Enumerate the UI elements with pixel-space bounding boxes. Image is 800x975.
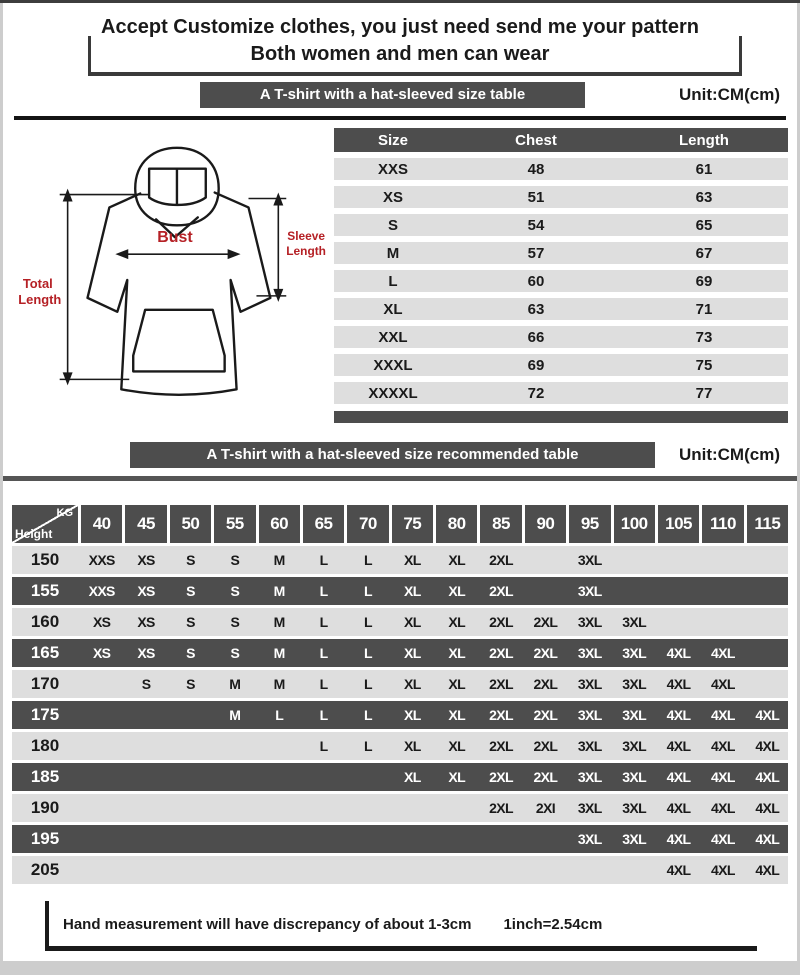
reco-cell: [658, 546, 699, 574]
banner-line-1: Accept Customize clothes, you just need send me your pattern: [101, 16, 699, 38]
reco-cell: [480, 825, 521, 853]
reco-cell: M: [273, 614, 285, 630]
reco-cell: [747, 608, 788, 636]
reco-cell: 4XL: [710, 831, 735, 847]
reco-cell: XL: [448, 738, 466, 754]
corner-height-label: Height: [15, 527, 53, 541]
reco-cell: XL: [403, 614, 421, 630]
size-table-header-cell: Length: [678, 131, 729, 149]
size-table-row: [334, 354, 788, 376]
reco-cell: [125, 701, 166, 729]
reco-cell: 3XL: [577, 645, 602, 661]
reco-cell: 2XL: [489, 800, 513, 816]
size-table-row: [334, 158, 788, 180]
reco-cell: 4XL: [755, 769, 780, 785]
reco-cell: [658, 577, 699, 605]
reco-cell: XL: [448, 676, 466, 692]
reco-cell: L: [319, 552, 328, 568]
reco-cell: XL: [448, 614, 466, 630]
reco-cell: S: [186, 583, 195, 599]
garment-diagram: [10, 128, 328, 428]
reco-cell: XL: [448, 552, 466, 568]
reco-cell: [259, 732, 300, 760]
size-table-cell: XXL: [378, 328, 408, 346]
pocket-outline: [133, 310, 224, 372]
size-table-cell: 48: [527, 160, 545, 178]
weight-header-cell: 100: [614, 505, 655, 543]
size-table-cell: XL: [383, 300, 403, 318]
size-table-cell: 65: [695, 216, 713, 234]
reco-cell: 2XL: [489, 614, 513, 630]
reco-cell: [259, 763, 300, 791]
reco-cell: [214, 794, 255, 822]
reco-cell: [170, 794, 211, 822]
reco-cell: 2XL: [489, 676, 513, 692]
reco-cell: XL: [448, 769, 466, 785]
reco-cell: [702, 608, 743, 636]
reco-cell: 4XL: [710, 707, 735, 723]
size-table-cell: XS: [383, 188, 404, 206]
reco-cell: 4XL: [755, 862, 780, 878]
page-edge-bottom: [0, 961, 800, 975]
size-table-cell: 63: [527, 300, 545, 318]
reco-row: [12, 577, 788, 605]
reco-cell: 2XL: [489, 707, 513, 723]
reco-cell: [81, 732, 122, 760]
reco-cell: XL: [403, 583, 421, 599]
size-table-cell: 60: [527, 272, 545, 290]
reco-cell: 3XL: [577, 707, 602, 723]
reco-row: [12, 546, 788, 574]
weight-header-cell: 45: [125, 505, 166, 543]
reco-cell: 4XL: [710, 769, 735, 785]
reco-cell: 4XL: [710, 676, 735, 692]
height-cell: 155: [30, 581, 60, 600]
reco-cell: XL: [403, 769, 421, 785]
weight-header-cell: 55: [214, 505, 255, 543]
size-table-cell: 67: [695, 244, 713, 262]
section1-unit: Unit:CM(cm): [678, 85, 780, 104]
section1-title: A T-shirt with a hat-sleeved size table: [200, 82, 585, 108]
reco-cell: [303, 763, 344, 791]
reco-cell: [125, 732, 166, 760]
reco-cell: XL: [403, 676, 421, 692]
size-table-row: [334, 298, 788, 320]
reco-cell: 3XL: [577, 583, 602, 599]
reco-cell: S: [186, 614, 195, 630]
reco-cell: [480, 856, 521, 884]
reco-cell: L: [363, 552, 372, 568]
reco-cell: XXS: [88, 552, 115, 568]
reco-cell: 3XL: [622, 831, 647, 847]
divider-rule-1: [14, 116, 786, 120]
reco-row: [12, 794, 788, 822]
page-edge-left: [0, 3, 3, 975]
size-table-cell: 77: [695, 384, 713, 402]
reco-cell: XS: [137, 583, 155, 599]
reco-cell: M: [273, 676, 285, 692]
reco-cell: 4XL: [666, 831, 691, 847]
reco-cell: 4XL: [666, 769, 691, 785]
weight-header-cell: 115: [747, 505, 788, 543]
reco-cell: [614, 577, 655, 605]
reco-cell: L: [363, 707, 372, 723]
reco-cell: [81, 794, 122, 822]
size-table-cell: 61: [695, 160, 713, 178]
bust-label: Bust: [157, 229, 193, 247]
reco-cell: 3XL: [622, 707, 647, 723]
reco-cell: [658, 608, 699, 636]
reco-cell: 4XL: [666, 738, 691, 754]
reco-cell: L: [319, 676, 328, 692]
weight-header-cell: 80: [436, 505, 477, 543]
reco-cell: [747, 546, 788, 574]
size-table-cell: 71: [695, 300, 713, 318]
weight-header-cell: 50: [170, 505, 211, 543]
reco-cell: 4XL: [755, 800, 780, 816]
reco-cell: L: [319, 614, 328, 630]
size-table-cell: 63: [695, 188, 713, 206]
reco-cell: XS: [92, 645, 111, 661]
reco-cell: 3XL: [577, 800, 602, 816]
reco-cell: [702, 577, 743, 605]
reco-cell: 4XL: [666, 645, 691, 661]
reco-cell: [214, 856, 255, 884]
reco-cell: 4XL: [666, 676, 691, 692]
reco-row: [12, 701, 788, 729]
size-table-cell: 54: [527, 216, 545, 234]
weight-header-cell: 105: [658, 505, 699, 543]
size-table-header-cell: Chest: [515, 131, 557, 149]
height-cell: 185: [30, 767, 60, 786]
footer-note-box: [45, 901, 757, 951]
reco-cell: [125, 825, 166, 853]
banner-bracket: [88, 36, 742, 76]
reco-cell: [525, 546, 566, 574]
reco-cell: [125, 794, 166, 822]
reco-cell: [81, 670, 122, 698]
reco-cell: S: [141, 676, 151, 692]
reco-cell: 4XL: [710, 738, 735, 754]
reco-row: [12, 825, 788, 853]
height-cell: 170: [30, 674, 60, 693]
reco-cell: [170, 763, 211, 791]
size-table-cell: 51: [527, 188, 545, 206]
reco-cell: XS: [92, 614, 111, 630]
height-cell: 150: [30, 550, 60, 569]
reco-cell: L: [363, 583, 372, 599]
reco-cell: [392, 825, 433, 853]
reco-cell: 2XL: [489, 552, 513, 568]
height-cell: 180: [30, 736, 60, 755]
reco-row: [12, 608, 788, 636]
size-table-cell: XXXL: [373, 356, 413, 374]
reco-cell: [303, 794, 344, 822]
reco-cell: [303, 856, 344, 884]
reco-cell: S: [186, 645, 195, 661]
reco-cell: XL: [403, 707, 421, 723]
size-table-cell: 75: [695, 356, 713, 374]
reco-cell: 2XL: [489, 769, 513, 785]
reco-cell: 2XI: [535, 800, 556, 816]
reco-cell: 4XL: [755, 707, 780, 723]
hoodie-sketch: [10, 128, 328, 428]
reco-cell: [347, 825, 388, 853]
reco-cell: [214, 825, 255, 853]
reco-cell: [614, 546, 655, 574]
weight-header-cell: 85: [480, 505, 521, 543]
weight-header-cell: 40: [81, 505, 122, 543]
reco-cell: [170, 732, 211, 760]
reco-cell: L: [275, 707, 284, 723]
reco-cell: [436, 794, 477, 822]
section1-header: [14, 82, 786, 108]
total-length-arrow: [60, 189, 149, 386]
reco-cell: 3XL: [622, 769, 647, 785]
weight-header-cell: 95: [569, 505, 610, 543]
reco-cell: L: [319, 738, 328, 754]
measurement-note: Hand measurement will have discrepancy of about 1-3cm: [63, 916, 472, 933]
reco-cell: 3XL: [622, 676, 647, 692]
reco-cell: 3XL: [622, 738, 647, 754]
reco-cell: S: [186, 552, 195, 568]
bust-arrow: [115, 249, 240, 259]
reco-cell: 4XL: [710, 800, 735, 816]
recommended-size-table: [12, 505, 788, 884]
reco-cell: [259, 856, 300, 884]
size-table-row: [334, 186, 788, 208]
sleeve-label-line1: Sleeve: [287, 229, 326, 244]
reco-cell: [170, 701, 211, 729]
size-table-body: [334, 158, 788, 404]
size-table-cell: 72: [527, 384, 545, 402]
reco-cell: M: [229, 676, 241, 692]
weight-header-cell: 75: [392, 505, 433, 543]
sleeve-label-line2: Length: [286, 244, 326, 259]
size-table-cell: XXXXL: [368, 384, 418, 402]
reco-row: [12, 639, 788, 667]
size-table-cell: 69: [527, 356, 545, 374]
reco-cell: [170, 825, 211, 853]
section2-header: [14, 442, 786, 468]
size-table-cell: S: [388, 216, 399, 234]
reco-cell: [347, 856, 388, 884]
size-table-cell: M: [386, 244, 400, 262]
top-banner: [30, 8, 770, 68]
size-table-cell: 57: [527, 244, 545, 262]
reco-cell: XL: [448, 645, 466, 661]
reco-cell: L: [363, 614, 372, 630]
reco-cell: 3XL: [577, 614, 602, 630]
reco-cell: 2XL: [489, 645, 513, 661]
size-table-header-cell: Size: [378, 131, 409, 149]
reco-cell: XXS: [88, 583, 115, 599]
size-table-row: [334, 270, 788, 292]
reco-cell: L: [363, 738, 372, 754]
reco-cell: XS: [137, 552, 155, 568]
reco-cell: 4XL: [755, 831, 780, 847]
reco-cell: [347, 794, 388, 822]
body-outline: [88, 193, 271, 395]
reco-cell: [392, 794, 433, 822]
size-table-footer-bar: [334, 411, 788, 423]
reco-cell: 3XL: [622, 614, 647, 630]
reco-cell: 4XL: [710, 645, 735, 661]
reco-cell: 2XL: [533, 769, 558, 785]
size-table-cell: XXS: [378, 160, 409, 178]
reco-cell: L: [319, 645, 328, 661]
reco-row: [12, 670, 788, 698]
reco-cell: XL: [403, 552, 421, 568]
reco-cell: [436, 825, 477, 853]
size-table-row: [334, 382, 788, 404]
reco-cell: [81, 701, 122, 729]
height-cell: 190: [30, 798, 60, 817]
reco-cell: XS: [137, 645, 155, 661]
size-table: [334, 128, 788, 428]
inch-conversion: 1inch=2.54cm: [503, 916, 603, 933]
banner-line-2: Both women and men can wear: [250, 43, 550, 65]
reco-cell: S: [230, 614, 240, 630]
reco-cell: L: [319, 583, 328, 599]
divider-rule-2: [0, 476, 800, 481]
reco-cell: [81, 825, 122, 853]
reco-cell: XL: [448, 707, 466, 723]
reco-cell: [259, 825, 300, 853]
reco-cell: [525, 825, 566, 853]
reco-cell: XL: [403, 738, 421, 754]
corner-kg-label: KG: [56, 507, 73, 519]
height-cell: 165: [30, 643, 60, 662]
reco-row: [12, 763, 788, 791]
reco-cell: 2XL: [533, 645, 558, 661]
reco-cell: 3XL: [622, 645, 647, 661]
reco-body: [12, 546, 788, 884]
reco-cell: XL: [448, 583, 466, 599]
size-table-row: [334, 326, 788, 348]
reco-cell: 4XL: [710, 862, 735, 878]
reco-cell: M: [273, 552, 285, 568]
weight-header-cell: 60: [259, 505, 300, 543]
weight-header-cell: 65: [303, 505, 344, 543]
reco-cell: S: [186, 676, 195, 692]
reco-cell: 2XL: [533, 614, 558, 630]
reco-cell: 2XL: [489, 583, 513, 599]
reco-cell: 4XL: [755, 738, 780, 754]
reco-cell: 2XL: [489, 738, 513, 754]
height-cell: 160: [30, 612, 60, 631]
reco-cell: 3XL: [577, 552, 602, 568]
size-table-cell: L: [388, 272, 398, 290]
reco-cell: XL: [403, 645, 421, 661]
reco-cell: 3XL: [622, 800, 647, 816]
weight-header-cell: 90: [525, 505, 566, 543]
reco-cell: L: [363, 676, 372, 692]
reco-cell: [81, 856, 122, 884]
kg-height-corner-cell: [12, 505, 78, 543]
reco-cell: [747, 577, 788, 605]
reco-cell: M: [229, 707, 241, 723]
reco-cell: M: [273, 645, 285, 661]
reco-cell: L: [363, 645, 372, 661]
reco-cell: [303, 825, 344, 853]
reco-cell: L: [319, 707, 328, 723]
weight-header-cell: 70: [347, 505, 388, 543]
reco-cell: [614, 856, 655, 884]
size-table-cell: 69: [695, 272, 713, 290]
reco-cell: [747, 670, 788, 698]
reco-cell: 4XL: [666, 862, 691, 878]
height-cell: 175: [30, 705, 60, 724]
reco-cell: [392, 856, 433, 884]
reco-cell: [347, 763, 388, 791]
reco-cell: [259, 794, 300, 822]
reco-cell: [214, 732, 255, 760]
total-label-line1: Total: [22, 275, 53, 291]
reco-cell: [525, 856, 566, 884]
size-table-row: [334, 242, 788, 264]
section2-title: A T-shirt with a hat-sleeved size recommended table: [130, 442, 655, 468]
size-section: [10, 128, 788, 428]
reco-cell: 3XL: [577, 676, 602, 692]
reco-header-row: [12, 505, 788, 543]
reco-cell: 2XL: [533, 676, 558, 692]
reco-cell: [125, 763, 166, 791]
reco-row: [12, 732, 788, 760]
size-table-header-row: [334, 128, 788, 152]
section2-unit: Unit:CM(cm): [678, 445, 780, 464]
reco-cell: 3XL: [577, 738, 602, 754]
reco-row: [12, 856, 788, 884]
reco-cell: [436, 856, 477, 884]
reco-cell: [747, 639, 788, 667]
reco-cell: [525, 577, 566, 605]
reco-cell: [125, 856, 166, 884]
size-table-row: [334, 214, 788, 236]
reco-cell: 3XL: [577, 831, 602, 847]
reco-cell: [81, 763, 122, 791]
reco-cell: [569, 856, 610, 884]
reco-cell: M: [273, 583, 285, 599]
weight-header-cell: 110: [702, 505, 743, 543]
height-cell: 195: [30, 829, 60, 848]
reco-cell: S: [230, 583, 240, 599]
reco-cell: S: [230, 645, 240, 661]
reco-cell: 4XL: [666, 800, 691, 816]
size-table-cell: 73: [695, 328, 713, 346]
reco-cell: S: [230, 552, 240, 568]
reco-cell: 2XL: [533, 707, 558, 723]
reco-cell: 4XL: [666, 707, 691, 723]
reco-cell: XS: [137, 614, 155, 630]
height-cell: 205: [30, 860, 60, 879]
size-table-cell: 66: [527, 328, 545, 346]
total-label-line2: Length: [18, 291, 62, 307]
reco-cell: [214, 763, 255, 791]
reco-cell: 2XL: [533, 738, 558, 754]
reco-cell: [702, 546, 743, 574]
reco-cell: 3XL: [577, 769, 602, 785]
reco-cell: [170, 856, 211, 884]
